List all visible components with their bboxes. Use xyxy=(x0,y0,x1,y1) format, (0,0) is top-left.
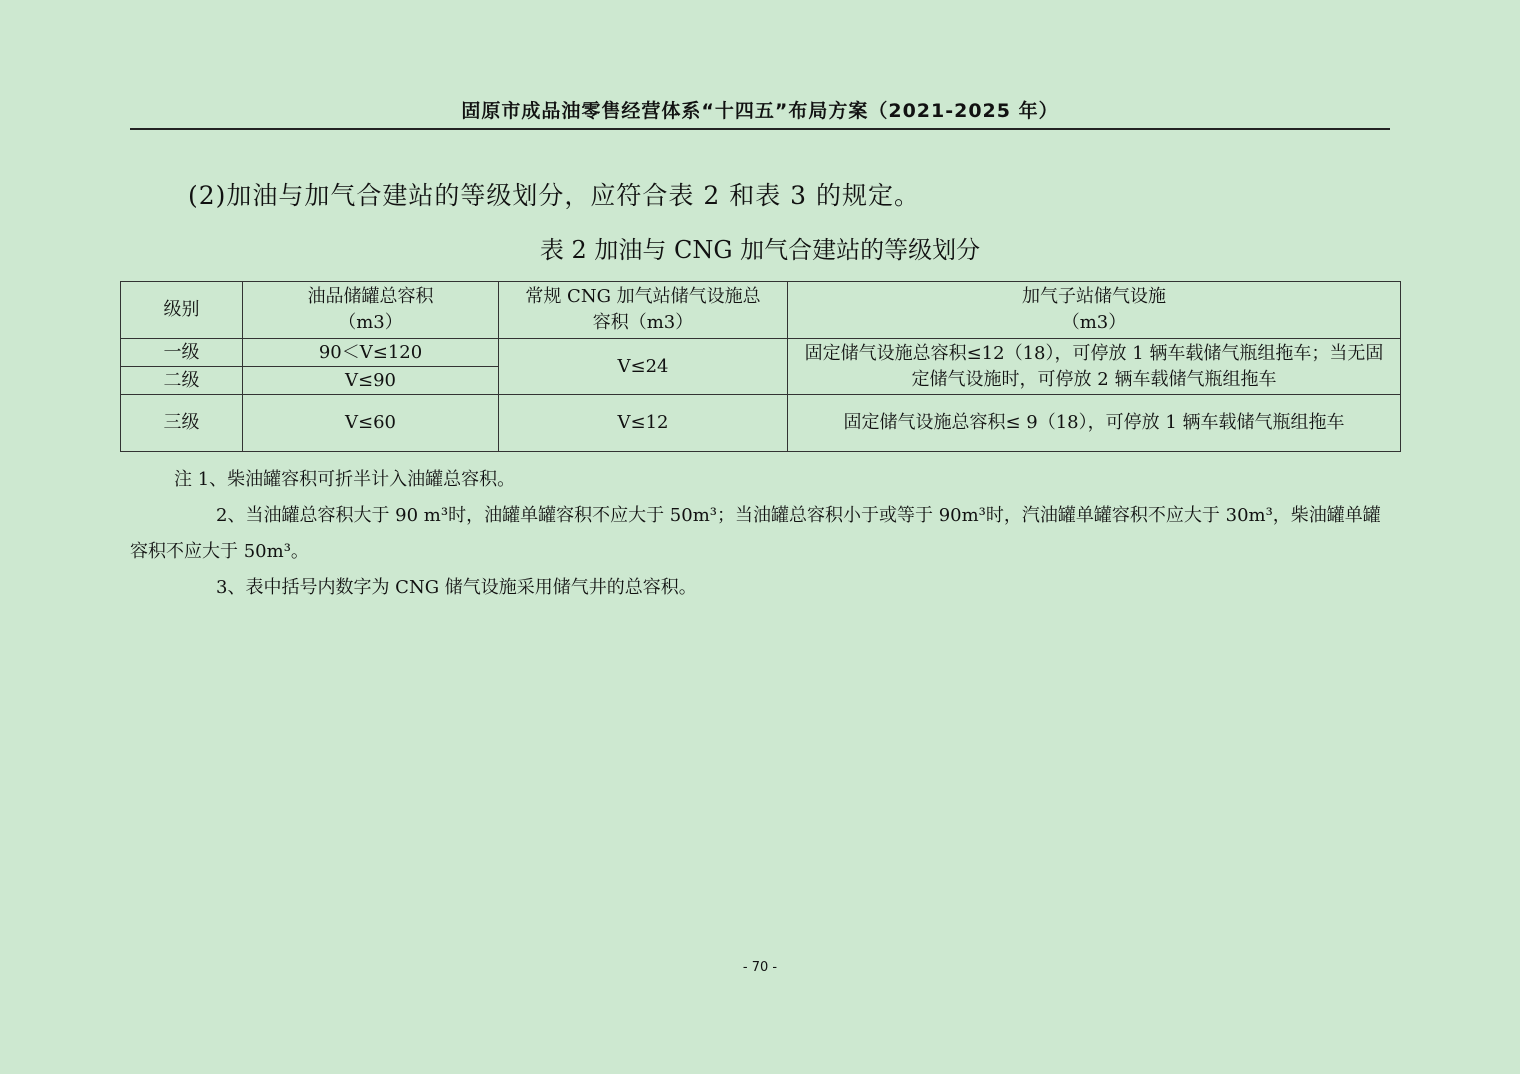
header-substation-line2: （m3） xyxy=(1061,312,1127,333)
table-notes xyxy=(130,462,1392,606)
table-header-row xyxy=(121,282,1401,339)
cell-substation: 固定储气设施总容积≤ 9（18），可停放 1 辆车载储气瓶组拖车 xyxy=(788,395,1401,452)
header-oil-volume xyxy=(243,282,499,339)
header-cng-volume-line2: 容积（m3） xyxy=(592,312,694,333)
cell-grade: 二级 xyxy=(121,367,243,395)
table-caption: 表 2 加油与 CNG 加气合建站的等级划分 xyxy=(539,236,981,264)
table-row xyxy=(121,395,1401,452)
header-substation xyxy=(788,282,1401,339)
header-substation-line1: 加气子站储气设施 xyxy=(1022,286,1166,307)
cell-oil-volume: 90＜V≤120 xyxy=(243,339,499,367)
note-2: 2、当油罐总容积大于 90 m³时，油罐单罐容积不应大于 50m³；当油罐总容积小于或等于 90m³时，汽油罐单罐容积不应大于 30m³，柴油罐单罐容积不应大于 50m³。 xyxy=(130,505,1381,562)
cell-grade: 三级 xyxy=(121,395,243,452)
header-oil-volume-line1: 油品储罐总容积 xyxy=(307,286,434,307)
cell-oil-volume: V≤60 xyxy=(243,395,499,452)
document-header: 固原市成品油零售经营体系“十四五”布局方案（2021-2025 年） xyxy=(461,100,1059,122)
cell-cng-volume-merged: V≤24 xyxy=(499,339,788,395)
note-1: 注 1、柴油罐容积可折半计入油罐总容积。 xyxy=(174,469,516,490)
header-cng-volume xyxy=(499,282,788,339)
note-3: 3、表中括号内数字为 CNG 储气设施采用储气井的总容积。 xyxy=(216,577,697,598)
page-number: - 70 - xyxy=(742,960,778,975)
cell-substation-merged: 固定储气设施总容积≤12（18），可停放 1 辆车载储气瓶组拖车；当无固定储气设施时，可停放 2 辆车载储气瓶组拖车 xyxy=(788,339,1401,395)
cell-grade: 一级 xyxy=(121,339,243,367)
grade-table xyxy=(120,281,1401,452)
cell-oil-volume: V≤90 xyxy=(243,367,499,395)
body-paragraph: (2)加油与加气合建站的等级划分，应符合表 2 和表 3 的规定。 xyxy=(188,181,921,210)
table-row xyxy=(121,339,1401,367)
header-rule xyxy=(130,128,1390,130)
header-grade: 级别 xyxy=(121,282,243,339)
header-oil-volume-line2: （m3） xyxy=(338,312,403,333)
header-cng-volume-line1: 常规 CNG 加气站储气设施总 xyxy=(525,286,761,307)
cell-cng-volume: V≤12 xyxy=(499,395,788,452)
